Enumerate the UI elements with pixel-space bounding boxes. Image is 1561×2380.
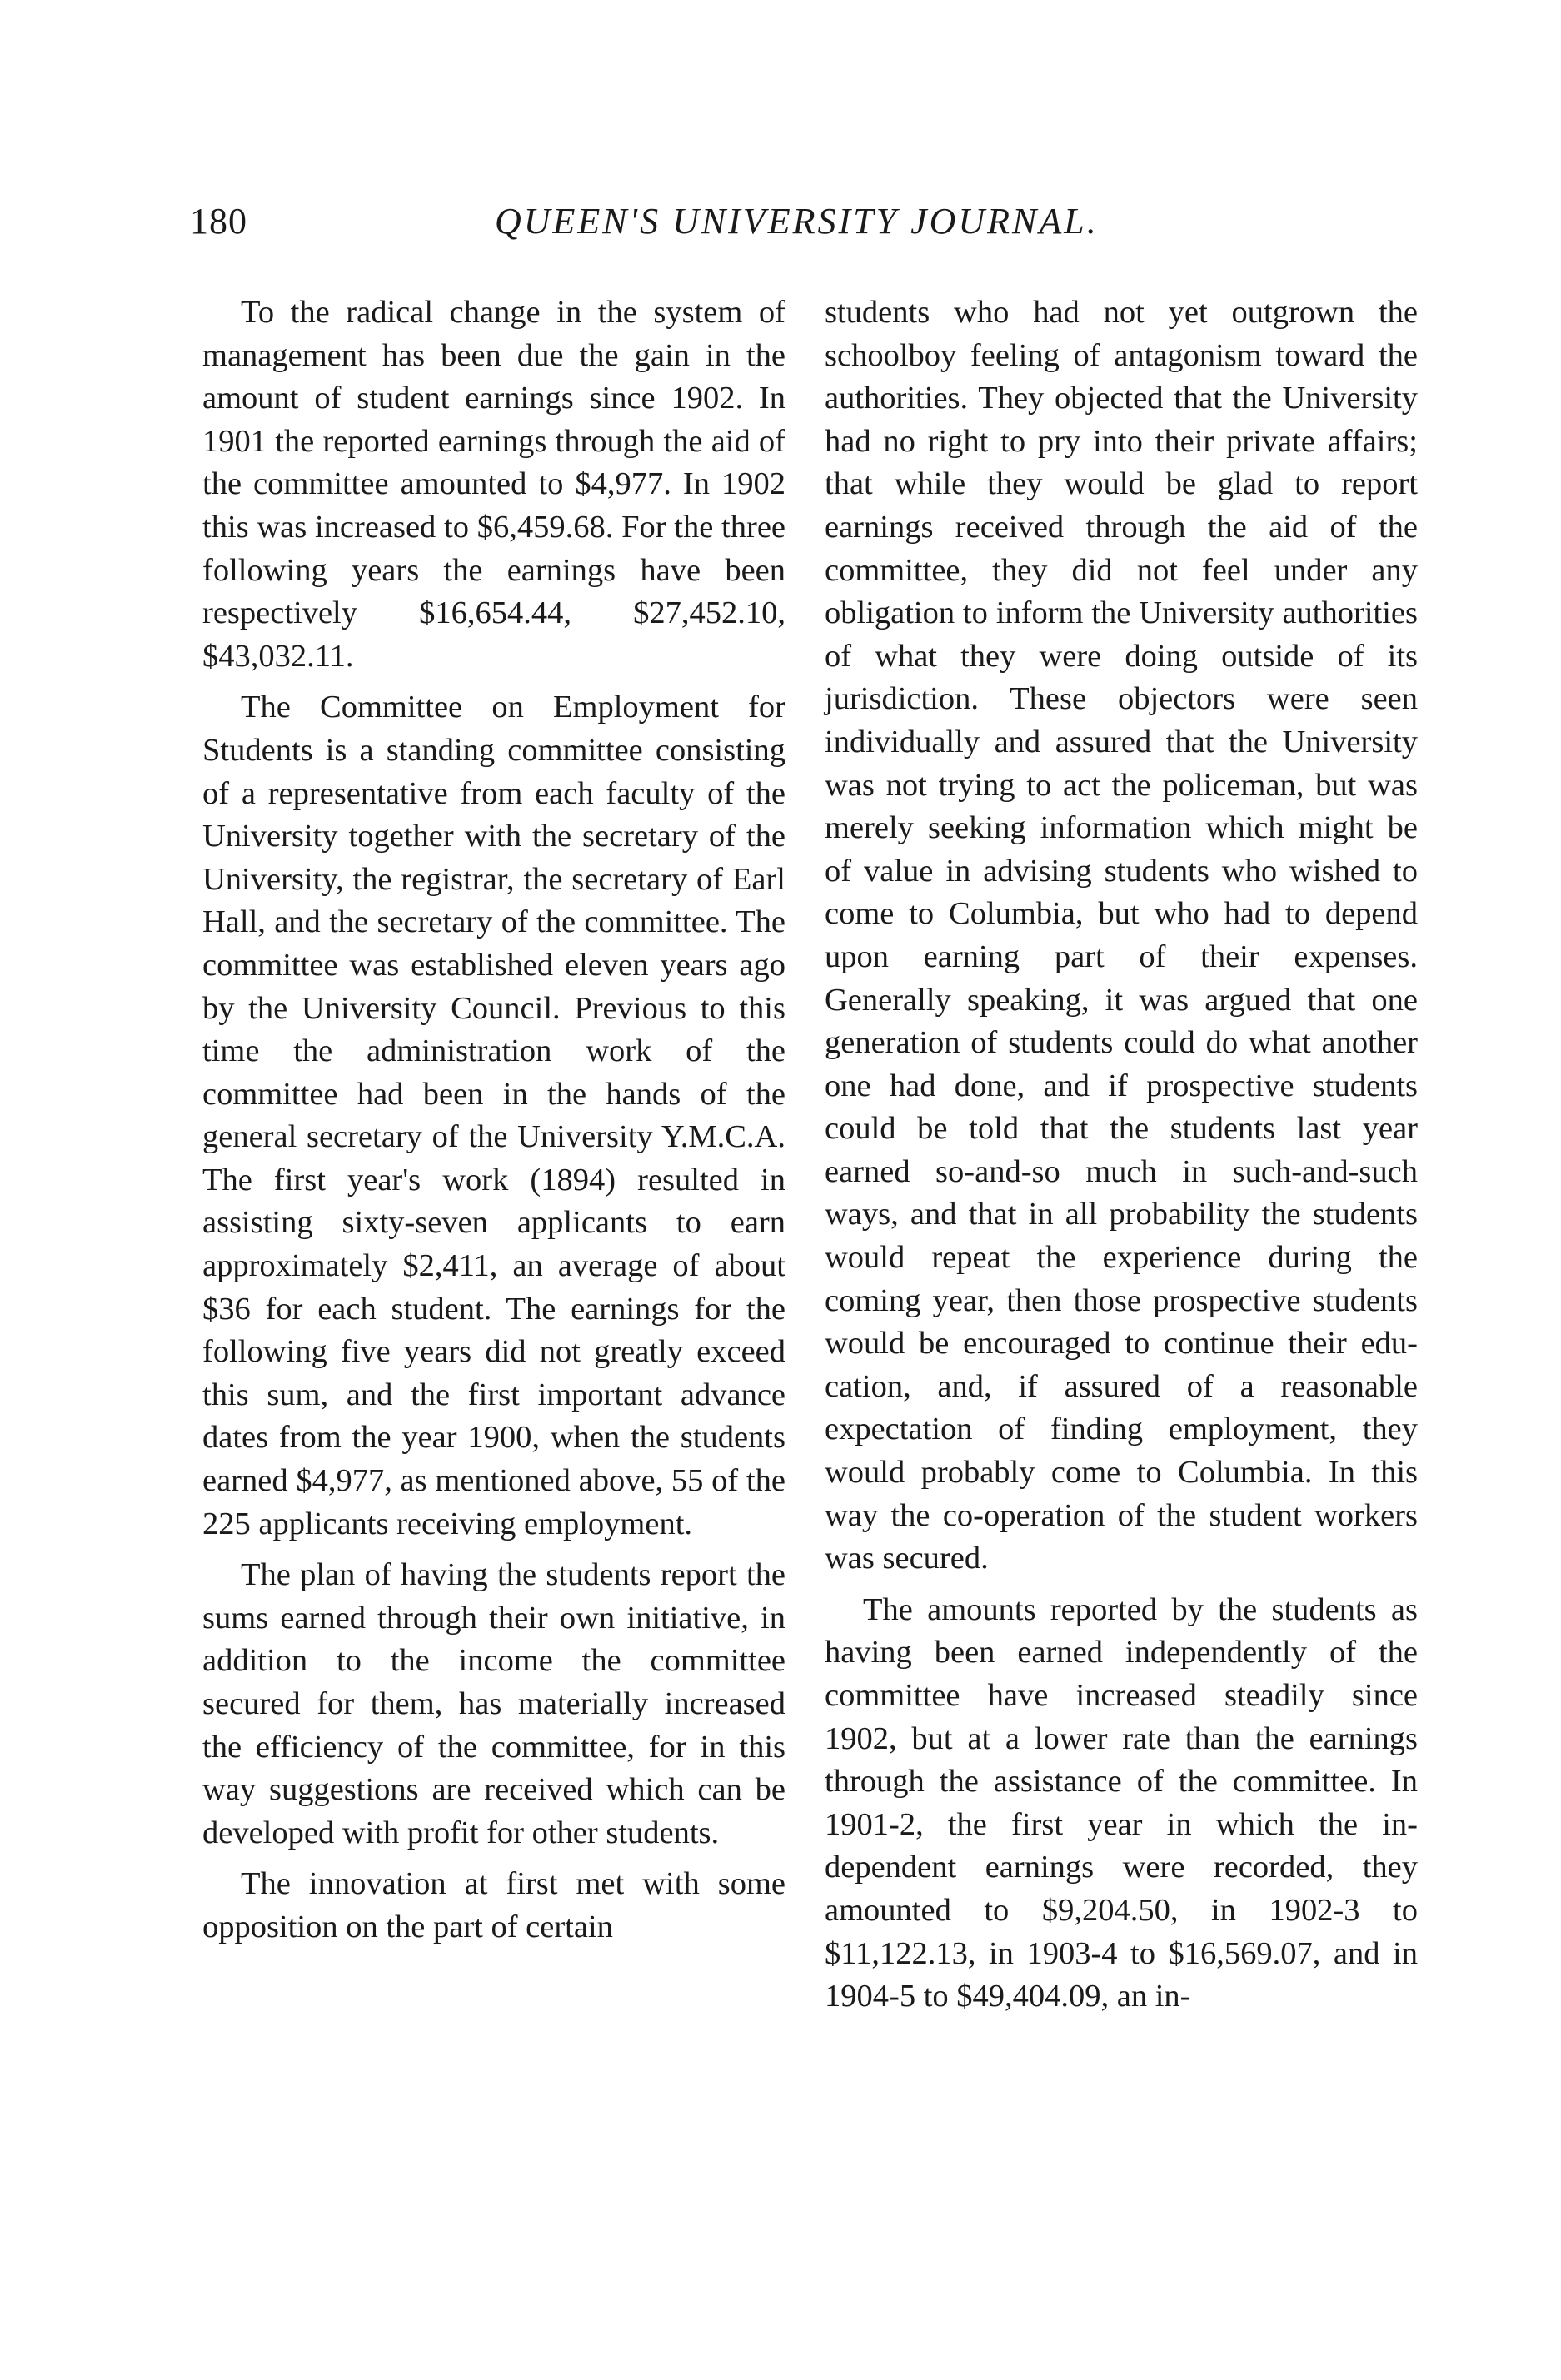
left-paragraph-4: The innovation at first met with some opposition on the part of certain [202,1866,785,1944]
left-column [202,291,785,1958]
running-head: QUEEN'S UNIVERSITY JOURNAL. [495,201,1099,241]
right-column [825,291,1418,2027]
page-number: 180 [190,201,247,241]
right-paragraph-2: The amounts reported by the students as having been earned independently of the committee have increased steadily since 1902, but at a lower rate than the earnings through the assistance of the committee. In 1901-2, the first year in which the independent earnings were recorded, they amounted to $9,204.50, in 1902-3 to $11,122.13, in 1903-4 to $16,569.07, and in 1904-5 to $49,404.09, an in- [825,1591,1418,2014]
left-paragraph-1: To the radical change in the system of management has been due the gain in the amount of student earnings since 1902. In 1901 the reported earnings through the aid of the committee amounted to $4,977. In 1902 this was increased to $6,459.68. For the three following years the earnings have been respectively $16,654.44, $27,452.10, $43,032.11. [202,295,785,674]
right-paragraph-1: students who had not yet outgrown the schoolboy feeling of antagonism toward the authorities. They objected that the University had no right to pry into their private affairs; that while they would be glad to report earnings received through the aid of the committee, they did not feel under any obligation to inform the University authorities of what they were doing outside of its jurisdiction. These objectors were seen individually and assured that the University was not trying to act the policeman, but was merely seeking information which might be of value in advising students who wished to come to Columbia, but who had to depend upon earning part of their expenses. Generally speaking, it was argued that one generation of students could do what another one had done, and if prospective students could be told that the students last year earned so-and-so much in such-and-such ways, and that in all probability the students would repeat the experience during the coming year, then those prospective students would be encouraged to continue their education, and, if assured of a reasonable expectation of finding employment, they would probably come to Columbia. In this way the co-operation of the student workers was secured. [825,295,1418,1576]
left-paragraph-3: The plan of having the students report the sums earned through their own initiative, in addition to the income the committee secured for them, has materially increased the efficiency of the committee, for in this way suggestions are received which can be developed with profit for other students. [202,1557,785,1850]
left-paragraph-2: The Committee on Employment for Students is a standing committee consisting of a representative from each faculty of the University together with the secretary of the University, the registrar, the secretary of Earl Hall, and the secretary of the committee. The committee was established eleven years ago by the University Council. Previous to this time the administration work of the committee had been in the hands of the general secretary of the University Y.M.C.A. The first year's work (1894) resulted in assisting sixty-seven applicants to earn approximately $2,411, an average of about $36 for each student. The earnings for the following five years did not greatly exceed this sum, and the first important advance dates from the year 1900, when the students earned $4,977, as mentioned above, 55 of the 225 applicants receiving employment. [202,690,785,1541]
